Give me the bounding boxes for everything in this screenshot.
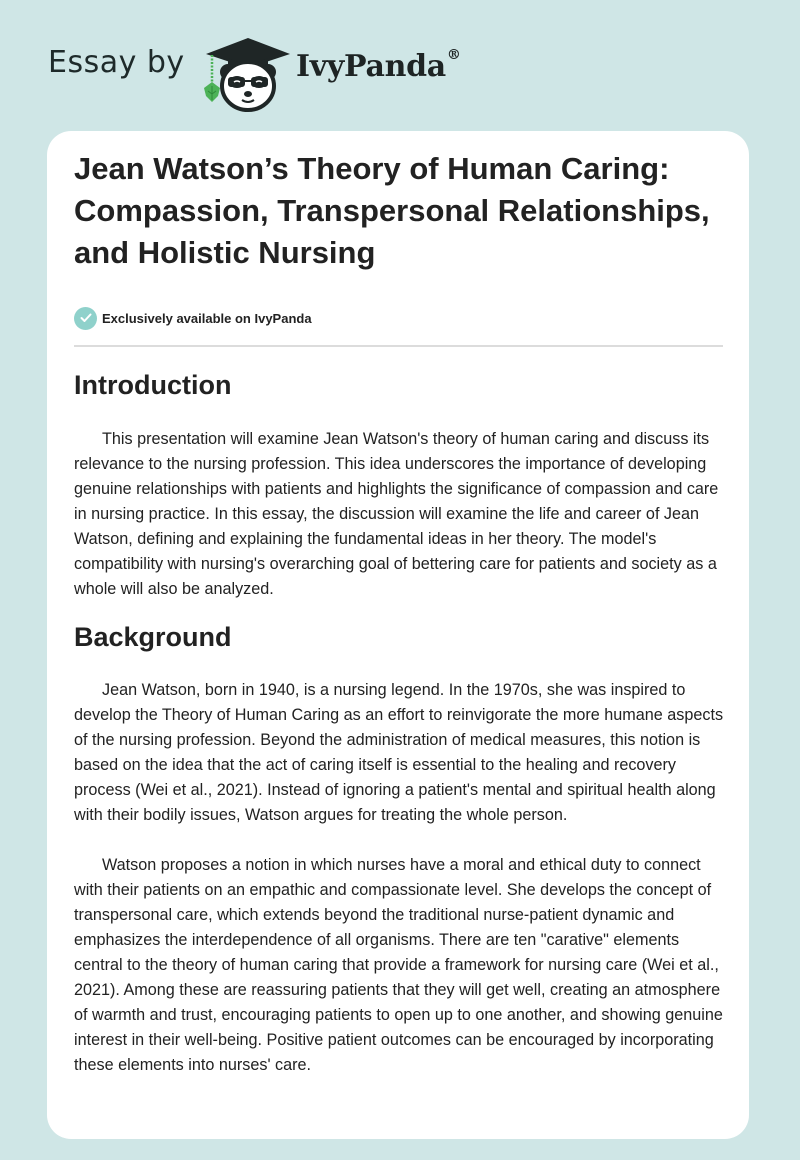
registered-mark: ® xyxy=(446,47,461,63)
brand-text: IvyPanda xyxy=(296,49,446,84)
paragraph-introduction-1: This presentation will examine Jean Watson's theory of human caring and discuss its relevance to the nursing profession. This idea underscores the importance of developing genuine relationships with patients and highlights the significance of compassion and care in nursing practice. In this essay, the discussion will examine the life and career of Jean Watson, defining and explaining the fundamental ideas in her theory. The model's compatibility with nursing's overarching goal of bettering care for patients and society as a whole will also be analyzed. xyxy=(74,430,719,598)
essay-by-label: Essay by xyxy=(48,45,185,80)
section-heading-background: Background xyxy=(74,622,232,652)
paragraph-background-1: Jean Watson, born in 1940, is a nursing legend. In the 1970s, she was inspired to develop the Theory of Human Caring as an effort to reinvigorate the more humane aspects of the nursing profession. Beyond the administration of medical measures, this notion is based on the idea that the act of caring itself is essential to the healing and recovery process (Wei et al., 2021). Instead of ignoring a patient's mental and spiritual health along with their bodily issues, Watson argues for treating the whole person. xyxy=(74,681,724,824)
exclusive-label: Exclusively available on IvyPanda xyxy=(102,310,312,326)
brand-name[interactable] xyxy=(296,47,461,84)
essay-title: Jean Watson’s Theory of Human Caring: Compassion, Transpersonal Relationships, and Holistic Nursing xyxy=(74,151,710,270)
essay-card xyxy=(47,131,749,1139)
check-circle-icon xyxy=(74,307,97,330)
site-header xyxy=(0,0,800,120)
section-heading-introduction: Introduction xyxy=(74,370,232,400)
paragraph-background-2: Watson proposes a notion in which nurses have a moral and ethical duty to connect with their patients on an empathic and compassionate level. She develops the concept of transpersonal care, which extends beyond the traditional nurse-patient dynamic and emphasizes the interdependence of all organisms. There are ten "carative" elements central to the theory of human caring that provide a framework for nursing care (Wei et al., 2021). Among these are reassuring patients that they will get well, creating an atmosphere of warmth and trust, encouraging patients to open up to one another, and showing genuine interest in their well-being. Positive patient outcomes can be encouraged by incorporating these elements into nurses' care. xyxy=(74,856,723,1074)
panda-graduate-logo-icon[interactable] xyxy=(198,36,294,112)
divider xyxy=(74,345,723,347)
exclusive-badge xyxy=(74,306,312,330)
